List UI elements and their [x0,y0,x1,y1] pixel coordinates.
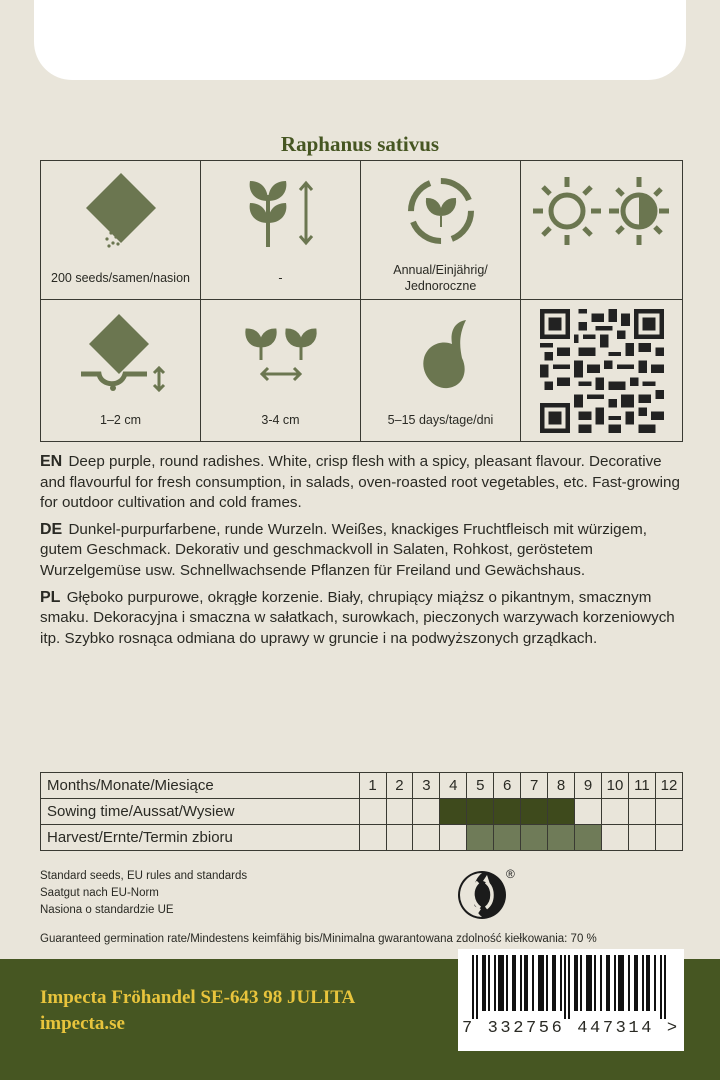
germination-caption: 5–15 days/tage/dni [387,413,494,427]
month-cell-1 [359,825,386,851]
barcode-number: 7 332756 447314 > [462,1019,680,1038]
qr-code-icon[interactable] [540,309,664,433]
green-dot-recycle-icon [456,868,526,924]
seeds-cell [41,161,201,300]
sun-cell [521,161,682,300]
month-cell-5 [467,799,494,825]
sun-caption [521,257,682,299]
month-cell-6 [494,825,521,851]
registered-mark: ® [506,868,515,881]
month-cell-12 [655,825,682,851]
recycle-mark [456,868,526,929]
month-cell-10 [602,825,629,851]
month-cell-7 [521,825,548,851]
germination-cell [361,300,521,441]
sowing-label: Sowing time/Aussat/Wysiew [41,799,360,825]
description-de: DE Dunkel-purpurfarbene, runde Wurzeln. Weißes, knackiges Fruchtfleisch mit würzigem, gutem Geschmack. Dekorativ und geschmackvoll in Salaten, Rohkost, geröstetem Wurzelgemüse usw. Schnellwachsende Pflanzen für Freiland und Gewächshaus. [40,520,647,579]
sowing-row [41,799,683,825]
barcode [458,949,684,1051]
qr-cell [521,300,682,441]
month-cell-9 [575,825,602,851]
description-en: EN Deep purple, round radishes. White, crisp flesh with a spicy, pleasant flavour. Decorative and flavourful for fresh consumption, in salads, oven-roasted root vegetables, etc. Fast-growing for outdoor cultivation and cold frames. [40,453,680,512]
spacing-caption: 3-4 cm [261,413,300,427]
month-cell-2 [386,825,413,851]
height-cell [201,161,361,300]
company-address: Impecta Fröhandel SE-643 98 JULITA [40,987,356,1008]
description [40,452,680,655]
seeds-caption: 200 seeds/samen/nasion [51,271,190,285]
month-cell-2 [386,799,413,825]
spacing-cell [201,300,361,441]
depth-cell [41,300,201,441]
icon-grid [40,160,683,442]
month-cell-3 [413,799,440,825]
month-cell-4 [440,799,467,825]
seed-standards: Standard seeds, EU rules and standards Saatgut nach EU-Norm Nasiona o standardzie UE [40,870,248,916]
month-cell-8 [548,799,575,825]
plant-spacing-icon [236,310,326,396]
month-cell-9 [575,799,602,825]
harvest-row [41,825,683,851]
plant-height-icon [236,171,326,251]
month-cell-8 [548,825,575,851]
month-cell-1 [359,799,386,825]
calendar-header-row: Months/Monate/Miesiące 1 2 3 4 5 6 7 8 9 10 11 12 [41,773,683,799]
month-cell-3 [413,825,440,851]
lifecycle-cell [361,161,521,300]
company-info [40,985,355,1037]
lifecycle-caption: Annual/Einjährig/ Jednoroczne [393,263,488,293]
package-hanger-cutout [34,0,686,80]
month-cell-6 [494,799,521,825]
month-cell-12 [655,799,682,825]
seed-packet-icon [76,171,166,251]
sowing-depth-icon [71,310,171,396]
month-cell-11 [628,799,655,825]
company-website[interactable]: impecta.se [40,1013,125,1034]
species-title: Raphanus sativus [280,132,440,156]
month-cell-5 [467,825,494,851]
barcode-bars [472,955,672,1019]
description-pl: PL Głęboko purpurowe, okrągłe korzenie. Biały, chrupiący miąższ o pikantnym, smacznym smaku. Dekoracyjna i smaczna w sałatkach, surowkach, pieczonych warzywach korzeniowych itp. Szybko rosnąca odmiana do uprawy w gruncie i na podwyższonych grządkach. [40,588,675,647]
lifecycle-icon [396,171,486,251]
harvest-label: Harvest/Ernte/Termin zbioru [41,825,360,851]
month-cell-10 [602,799,629,825]
month-cell-7 [521,799,548,825]
month-cell-11 [628,825,655,851]
calendar-header-label: Months/Monate/Miesiące [41,773,360,799]
depth-caption: 1–2 cm [100,413,141,427]
germination-icon [396,310,486,396]
sowing-calendar [40,772,683,851]
germination-rate: Guaranteed germination rate/Mindestens keimfähig bis/Minimalna gwarantowana zdolność kiełkowania: 70 % [40,933,597,945]
sun-halfshade-icon [527,171,677,251]
month-cell-4 [440,825,467,851]
height-caption: - [278,271,283,285]
